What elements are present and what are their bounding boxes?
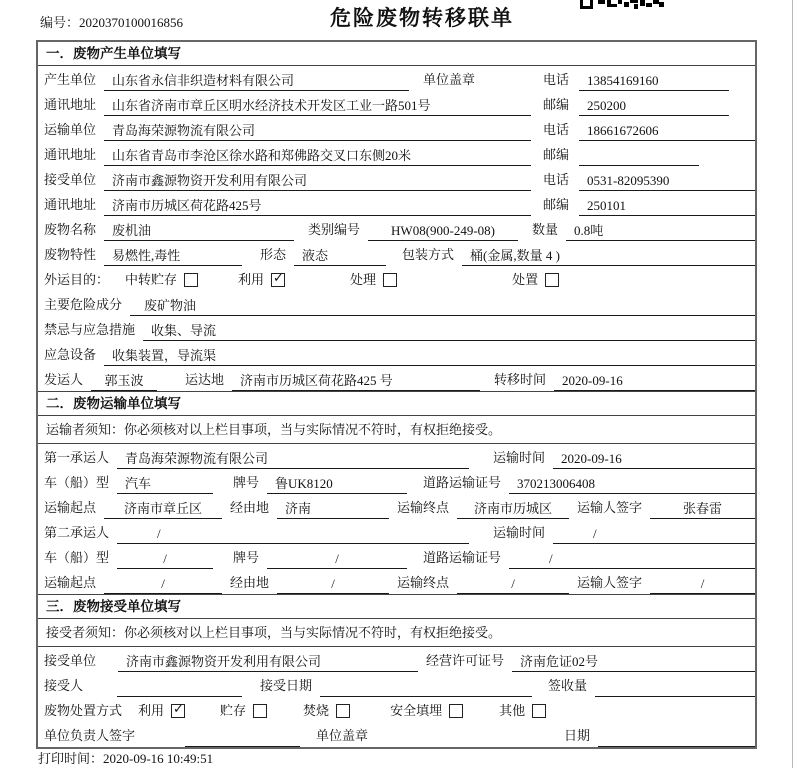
route-start2-value: / [104, 574, 222, 594]
waste-name-label: 废物名称 [44, 222, 97, 237]
purpose-option-label: 处理 [350, 272, 377, 287]
print-time [38, 748, 213, 767]
purpose-option-storage [125, 269, 198, 291]
section2-header: 二．废物运输单位填写 [38, 392, 755, 416]
producer-address-row [38, 91, 755, 116]
purpose-option-use [238, 269, 285, 291]
plate2-value: / [267, 549, 407, 569]
disposal-option-label: 安全填埋 [390, 703, 443, 718]
producer-row [38, 66, 755, 91]
transporter-sign-value: 张春雷 [650, 499, 755, 519]
hazard-label: 主要危险成分 [44, 297, 123, 312]
transport-time2-value: / [553, 524, 755, 544]
accept-date-label: 接受日期 [260, 678, 313, 693]
doc-number-value: 2020370100016856 [79, 15, 184, 30]
checkbox-storage [184, 273, 198, 287]
transport-time-value: 2020-09-16 [553, 449, 755, 469]
transporter-address-value: 山东省青岛市李沧区徐水路和郑佛路交叉口东侧20米 [104, 146, 531, 166]
carrier1-value: 青岛海荣源物流有限公司 [117, 449, 469, 469]
zip-label: 邮编 [543, 97, 570, 112]
plate-value: 鲁UK8120 [267, 474, 407, 494]
vehicle-type2-value: / [117, 549, 213, 569]
section-transport [38, 391, 755, 594]
road-license-label: 道路运输证号 [423, 550, 502, 565]
qr-code-fragment [580, 0, 665, 11]
vehicle2-row [38, 544, 755, 569]
road-license-label: 道路运输证号 [423, 475, 502, 490]
checkbox-use [271, 273, 285, 287]
plate-label: 牌号 [233, 475, 260, 490]
print-time-value: 2020-09-16 10:49:51 [103, 751, 214, 766]
checkbox-incinerate [336, 704, 350, 718]
category-value: HW08(900-249-08) [368, 221, 518, 241]
hazard-row [38, 291, 755, 316]
destination-value: 济南市历城区荷花路425 号 [232, 371, 480, 391]
route-start-label: 运输起点 [44, 500, 97, 515]
receiver-row [38, 166, 755, 191]
producer-phone-value: 13854169160 [579, 71, 729, 91]
taboo-value: 收集、导流 [143, 321, 755, 341]
carrier2-value: / [117, 524, 469, 544]
address-label: 通讯地址 [44, 97, 97, 112]
equipment-label: 应急设备 [44, 347, 97, 362]
vehicle1-row [38, 469, 755, 494]
receive-unit-row [38, 647, 755, 672]
route-end-label: 运输终点 [397, 500, 450, 515]
phone-label: 电话 [543, 172, 570, 187]
date-value [598, 727, 755, 747]
purpose-option-label: 处置 [512, 272, 539, 287]
quantity-label: 数量 [532, 222, 559, 237]
disposal-option-incinerate [303, 700, 350, 722]
receiver-zip-group [543, 194, 755, 216]
receiver-phone-value: 0531-82095390 [579, 171, 755, 191]
unit-seal-label: 单位盖章 [316, 728, 369, 743]
shipper-value: 郭玉波 [91, 371, 157, 391]
transporter-sign-label: 运输人签字 [577, 500, 643, 515]
dispatch-row [38, 366, 755, 391]
route-start-value: 济南市章丘区 [104, 499, 222, 519]
transfer-time-label: 转移时间 [494, 372, 547, 387]
disposal-option-label: 贮存 [220, 703, 247, 718]
producer-phone-group [543, 69, 755, 91]
checkbox-landfill [449, 704, 463, 718]
phone-label: 电话 [543, 122, 570, 137]
acceptor-label: 接受人 [44, 678, 84, 693]
zip-label: 邮编 [543, 147, 570, 162]
transporter-zip-group [543, 144, 755, 166]
road-license-value: 370213006408 [509, 474, 755, 494]
carrier2-row [38, 519, 755, 544]
waste-name-value: 废机油 [104, 221, 294, 241]
route-start-label: 运输起点 [44, 575, 97, 590]
disposal-option-landfill [390, 700, 463, 722]
form-label: 形态 [260, 247, 287, 262]
receiver-value: 济南市鑫源物资开发利用有限公司 [104, 171, 531, 191]
transport-notice: 运输者须知：你必须核对以上栏目事项，当与实际情况不符时，有权拒绝接受。 [38, 416, 755, 444]
carrier1-label: 第一承运人 [44, 450, 110, 465]
producer-value: 山东省永信非织造材料有限公司 [104, 71, 409, 91]
producer-zip-value: 250200 [579, 96, 729, 116]
disposal-row [38, 697, 755, 722]
permit-label: 经营许可证号 [426, 653, 505, 668]
date-label: 日期 [563, 728, 590, 743]
equipment-row [38, 341, 755, 366]
document-header [0, 0, 796, 38]
traits-label: 废物特性 [44, 247, 97, 262]
producer-zip-group [543, 94, 755, 116]
page-title: 危险废物转移联单 [330, 7, 514, 30]
transporter-phone-group [543, 119, 755, 141]
address-label: 通讯地址 [44, 147, 97, 162]
section1-header: 一．废物产生单位填写 [38, 42, 755, 66]
waste-traits-row [38, 241, 755, 266]
transporter-address-row [38, 141, 755, 166]
doc-number [40, 12, 183, 31]
purpose-option-dispose [512, 269, 559, 291]
route-via2-value: / [277, 574, 389, 594]
vehicle-type-label: 车（船）型 [44, 550, 110, 565]
transport-time-label: 运输时间 [493, 525, 546, 540]
disposal-option-label: 焚烧 [303, 703, 330, 718]
unit-seal-label: 单位盖章 [423, 72, 476, 87]
section-producer [38, 42, 755, 391]
producer-address-value: 山东省济南市章丘区明水经济技术开发区工业一路501号 [104, 96, 531, 116]
disposal-option-other [499, 700, 546, 722]
road-license2-value: / [509, 549, 755, 569]
receive-unit-value: 济南市鑫源物资开发利用有限公司 [118, 652, 418, 672]
phone-label: 电话 [543, 72, 570, 87]
transporter-row [38, 116, 755, 141]
transporter-sign-label: 运输人签字 [577, 575, 643, 590]
purpose-label: 外运目的： [44, 272, 110, 287]
receiver-label: 接受单位 [44, 172, 97, 187]
route1-row [38, 494, 755, 519]
zip-label: 邮编 [543, 197, 570, 212]
purpose-option-treat [350, 269, 397, 291]
acceptor-row [38, 672, 755, 697]
taboo-label: 禁忌与应急措施 [44, 322, 136, 337]
route-end2-value: / [457, 574, 569, 594]
section-receive [38, 594, 755, 747]
purpose-option-label: 利用 [238, 272, 265, 287]
receiver-address-value: 济南市历城区荷花路425号 [104, 196, 531, 216]
route-via-value: 济南 [277, 499, 389, 519]
checkbox-store [253, 704, 267, 718]
vehicle-type-label: 车（船）型 [44, 475, 110, 490]
signed-qty-label: 签收量 [548, 678, 588, 693]
route-end-label: 运输终点 [397, 575, 450, 590]
form-value: 液态 [294, 246, 386, 266]
vehicle-type-value: 汽车 [117, 474, 213, 494]
disposal-option-label: 利用 [138, 703, 165, 718]
signed-qty-value [595, 677, 755, 697]
address-label: 通讯地址 [44, 197, 97, 212]
carrier1-row [38, 444, 755, 469]
transfer-time-value: 2020-09-16 [554, 371, 755, 391]
receiver-zip-value: 250101 [579, 196, 755, 216]
checkbox-use [171, 704, 185, 718]
transporter-phone-value: 18661672606 [579, 121, 755, 141]
packaging-value: 桶(金属,数量 4 ) [462, 246, 755, 266]
acceptor-value [117, 677, 242, 697]
print-time-label: 打印时间： [38, 751, 104, 766]
disposal-option-store [220, 700, 267, 722]
receiver-phone-group [543, 169, 755, 191]
taboo-row [38, 316, 755, 341]
permit-value: 济南危证02号 [512, 652, 755, 672]
receiver-address-row [38, 191, 755, 216]
transport-time-label: 运输时间 [493, 450, 546, 465]
destination-label: 运达地 [185, 372, 225, 387]
manifest-table [36, 40, 757, 749]
transporter-label: 运输单位 [44, 122, 97, 137]
traits-value: 易燃性,毒性 [104, 246, 242, 266]
receive-unit-label: 接受单位 [44, 653, 97, 668]
checkbox-dispose [545, 273, 559, 287]
hazard-value: 废矿物油 [130, 296, 755, 316]
transporter-sign2-value: / [650, 574, 755, 594]
checkbox-treat [383, 273, 397, 287]
quantity-value: 0.8吨 [566, 221, 755, 241]
route-end-value: 济南市历城区 [457, 499, 569, 519]
plate-label: 牌号 [233, 550, 260, 565]
responsible-sign-value [185, 727, 300, 747]
responsible-sign-label: 单位负责人签字 [44, 728, 136, 743]
receive-notice: 接受者须知：你必须核对以上栏目事项，当与实际情况不符时，有权拒绝接受。 [38, 619, 755, 647]
equipment-value: 收集装置，导流渠 [104, 346, 755, 366]
waste-name-row [38, 216, 755, 241]
transporter-value: 青岛海荣源物流有限公司 [104, 121, 531, 141]
transporter-zip-value [579, 146, 699, 166]
shipper-label: 发运人 [44, 372, 84, 387]
section3-header: 三．废物接受单位填写 [38, 595, 755, 619]
route2-row [38, 569, 755, 594]
category-label: 类别编号 [308, 222, 361, 237]
disposal-option-use [138, 700, 185, 722]
accept-date-value [320, 677, 532, 697]
disposal-option-label: 其他 [499, 703, 526, 718]
packaging-label: 包装方式 [402, 247, 455, 262]
purpose-row [38, 266, 755, 291]
purpose-option-label: 中转贮存 [125, 272, 178, 287]
route-via-label: 经由地 [230, 500, 270, 515]
doc-number-label: 编号： [40, 15, 80, 30]
disposal-label: 废物处置方式 [44, 703, 123, 718]
carrier2-label: 第二承运人 [44, 525, 110, 540]
producer-label: 产生单位 [44, 72, 97, 87]
window-right-edge [792, 0, 793, 768]
checkbox-other [532, 704, 546, 718]
route-via-label: 经由地 [230, 575, 270, 590]
responsible-sign-row [38, 722, 755, 747]
